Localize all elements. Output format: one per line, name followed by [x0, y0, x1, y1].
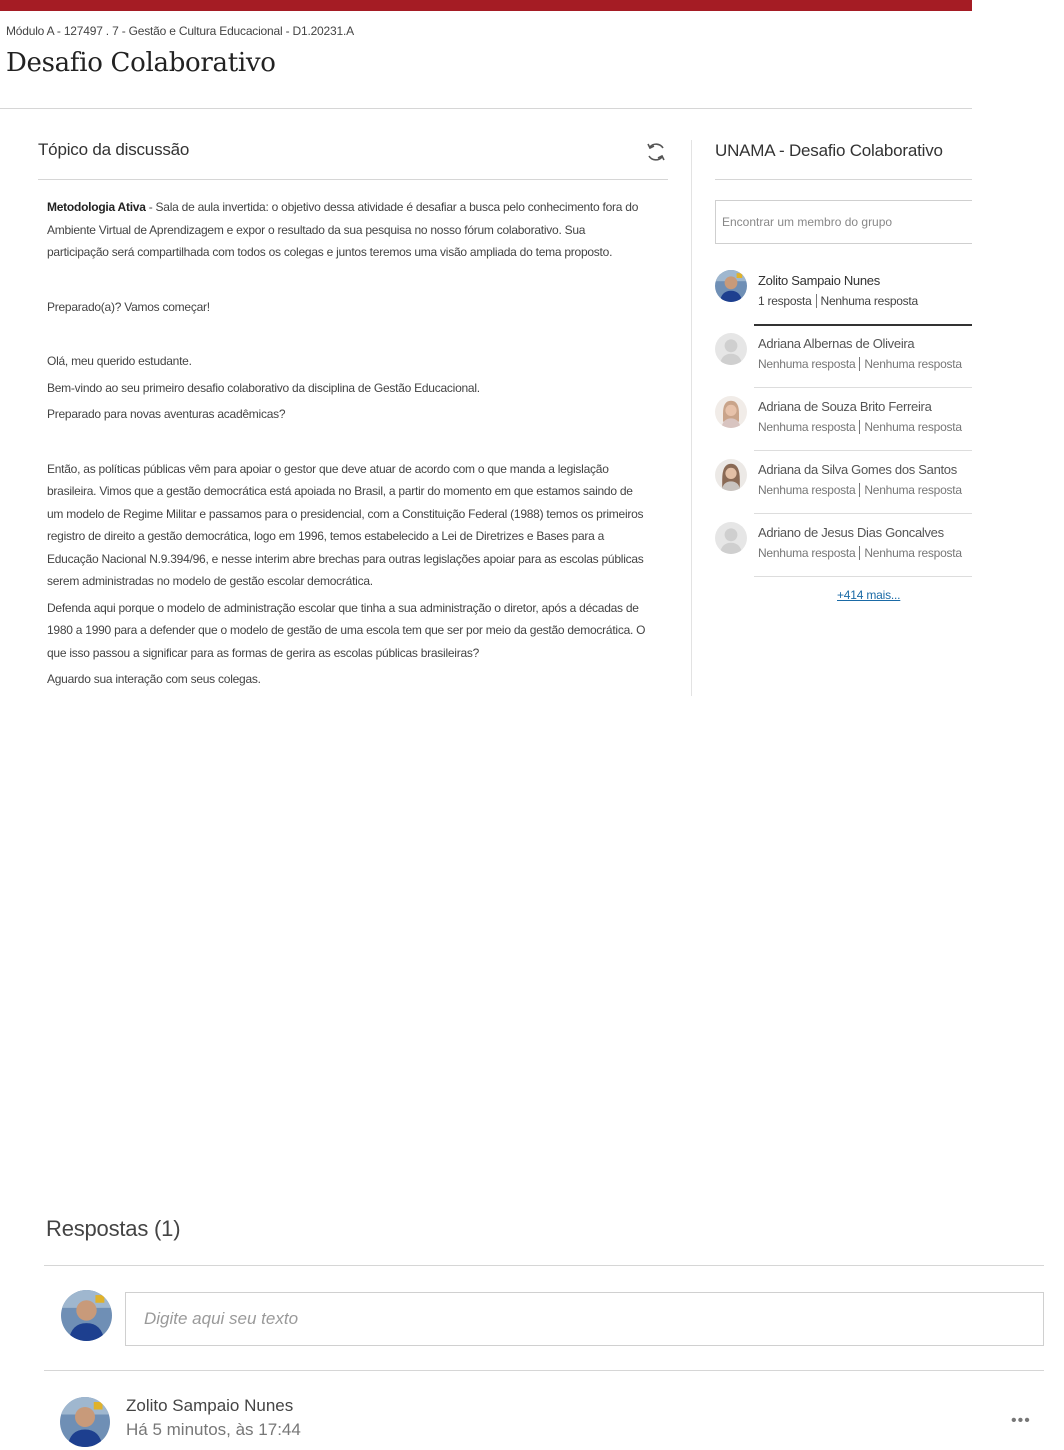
- member-name[interactable]: Zolito Sampaio Nunes: [758, 273, 880, 288]
- member-replies: Nenhuma resposta: [758, 420, 856, 434]
- topic-intro: [47, 196, 647, 264]
- member-responses: Nenhuma resposta: [864, 546, 962, 560]
- more-options-icon[interactable]: •••: [1011, 1412, 1031, 1429]
- member-item[interactable]: [715, 388, 972, 451]
- member-item[interactable]: [715, 325, 972, 388]
- member-replies: Nenhuma resposta: [758, 357, 856, 371]
- topic-welcome: Bem-vindo ao seu primeiro desafio colaborativo da disciplina de Gestão Educacional.: [47, 380, 480, 395]
- page-title: Desafio Colaborativo: [6, 48, 276, 78]
- topic-paragraph-1: Então, as políticas públicas vêm para apoiar o gestor que deve atuar de acordo com o que manda a legislação brasileira. Vimos que a gestão democrática está apoiada no Brasil, a partir do momento em que estamos saindo de um modelo de Regime Militar e passamos para o presidencial, com a Constituição Federal (1988) temos os primeiros registro de direito a gestão democrática, logo em 1996, temos estabelecido a Lei de Diretrizes e Bases para a Educação Nacional N.9.394/96, e nesse interim abre brechas para outras legislações apoiar para as escolas públicas serem administradas no modelo de gestão escolar democrática.: [47, 461, 644, 588]
- post-divider: [44, 1370, 1044, 1371]
- header-divider: [0, 108, 972, 109]
- topic-body: [47, 196, 647, 691]
- avatar: [61, 1290, 112, 1341]
- group-divider: [715, 179, 972, 180]
- member-replies: 1 resposta: [758, 294, 812, 308]
- member-name[interactable]: Adriana Albernas de Oliveira: [758, 336, 915, 351]
- member-item[interactable]: [715, 451, 972, 514]
- group-title: UNAMA - Desafio Colaborativo: [715, 141, 943, 160]
- member-name[interactable]: Adriana de Souza Brito Ferreira: [758, 399, 932, 414]
- topic-intro-bold: Metodologia Ativa: [47, 200, 146, 214]
- top-accent-bar: [0, 0, 972, 11]
- topic-heading: Tópico da discussão: [38, 140, 190, 159]
- responses-title: Respostas (1): [46, 1216, 181, 1241]
- topic-divider: [38, 179, 668, 180]
- avatar: [715, 396, 747, 428]
- member-item[interactable]: [715, 262, 972, 325]
- member-search-input[interactable]: [715, 200, 972, 244]
- topic-greeting: Olá, meu querido estudante.: [47, 354, 192, 368]
- topic-intro-text: - Sala de aula invertida: o objetivo dessa atividade é desafiar a busca pelo conhecimento fora do Ambiente Virtual de Aprendizagem e expor o resultado da sua pesquisa no nosso fórum colaborativo. Sua participação será compartilhada com todos os colegas e juntos teremos uma visão ampliada do tema proposto.: [47, 200, 639, 259]
- avatar: [715, 270, 747, 302]
- more-members-link[interactable]: +414 mais...: [837, 588, 901, 602]
- avatar: [715, 333, 747, 365]
- member-responses: Nenhuma resposta: [864, 357, 962, 371]
- member-replies: Nenhuma resposta: [758, 483, 856, 497]
- post-time: Há 5 minutos, às 17:44: [126, 1420, 301, 1439]
- avatar: [715, 459, 747, 491]
- avatar: [715, 522, 747, 554]
- reply-input[interactable]: [125, 1292, 1044, 1346]
- member-responses: Nenhuma resposta: [864, 420, 962, 434]
- topic-paragraph-2: Defenda aqui porque o modelo de administração escolar que tinha a sua administração o diretor, após a décadas de 1980 a 1990 para a defender que o modelo de gestão de uma escola tem que ser por meio da gestão democrática. O que isso passou a significar para as formas de gerira as escolas públicas brasileiras?: [47, 600, 646, 660]
- member-responses: Nenhuma resposta: [864, 483, 962, 497]
- breadcrumb[interactable]: Módulo A - 127497 . 7 - Gestão e Cultura Educacional - D1.20231.A: [6, 24, 354, 38]
- refresh-icon[interactable]: [644, 140, 668, 164]
- topic-ready: Preparado(a)? Vamos começar!: [47, 299, 210, 314]
- member-list: [715, 262, 972, 577]
- panel-divider: [691, 140, 692, 696]
- responses-divider: [44, 1265, 1044, 1266]
- avatar: [60, 1397, 110, 1447]
- post-author[interactable]: Zolito Sampaio Nunes: [126, 1396, 294, 1415]
- member-responses: Nenhuma resposta: [820, 294, 918, 308]
- topic-closing: Aguardo sua interação com seus colegas.: [47, 672, 261, 686]
- member-item[interactable]: [715, 514, 972, 577]
- member-name[interactable]: Adriana da Silva Gomes dos Santos: [758, 462, 957, 477]
- member-replies: Nenhuma resposta: [758, 546, 856, 560]
- topic-prepared: Preparado para novas aventuras acadêmicas?: [47, 407, 286, 421]
- member-name[interactable]: Adriano de Jesus Dias Goncalves: [758, 525, 944, 540]
